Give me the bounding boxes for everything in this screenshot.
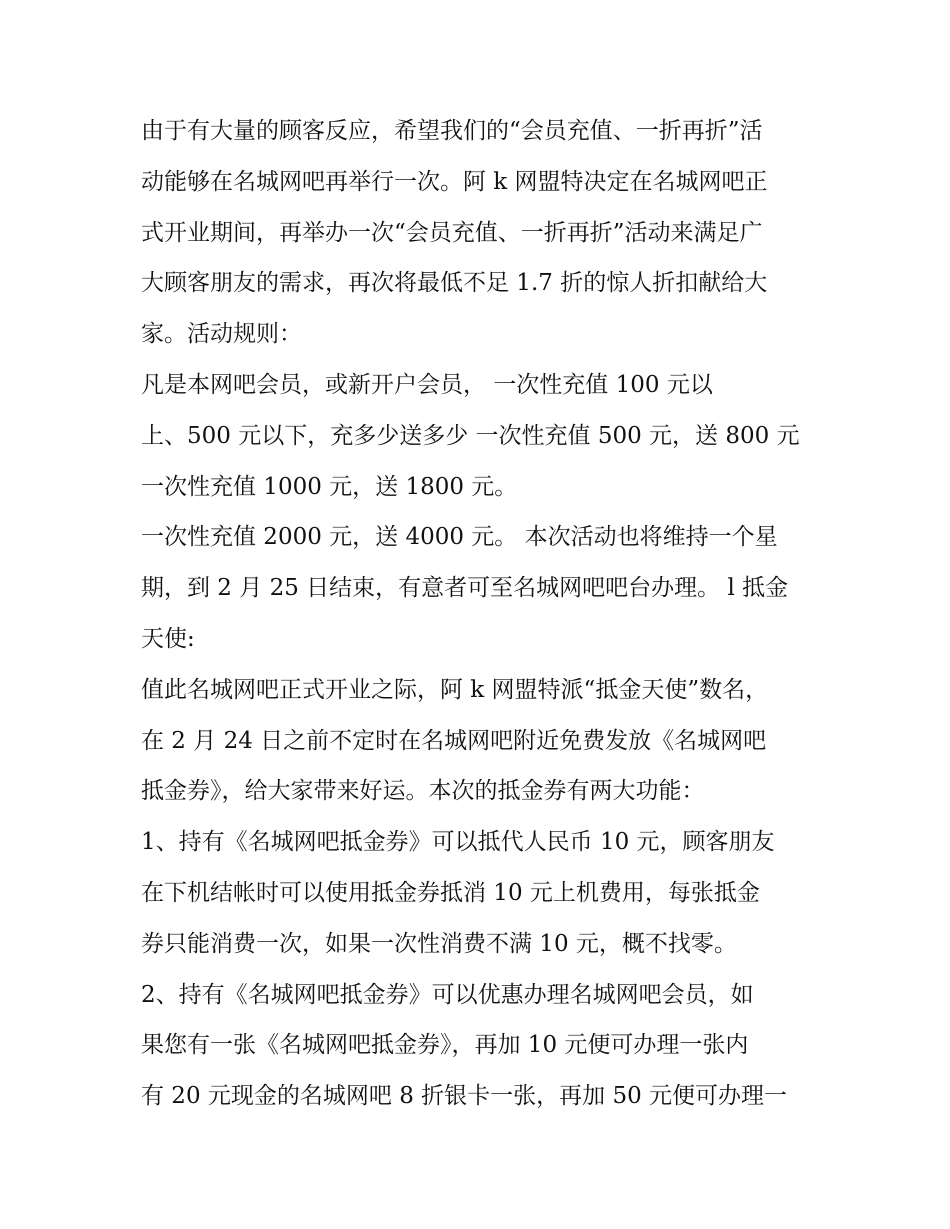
text-line: 期，到 2 月 25 日结束，有意者可至名城网吧吧台办理。 l 抵金 — [141, 575, 789, 602]
text-line: 果您有一张《名城网吧抵金券》，再加 10 元便可办理一张内 — [141, 1032, 749, 1059]
text-line: 凡是本网吧会员，或新开户会员， 一次性充值 100 元以 — [141, 371, 713, 398]
document-body — [141, 106, 831, 1122]
text-line: 上、500 元以下，充多少送多少 一次性充值 500 元，送 800 元 — [141, 422, 800, 449]
text-line: 1、持有《名城网吧抵金券》可以抵代人民币 10 元，顾客朋友 — [141, 829, 775, 856]
text-line: 值此名城网吧正式开业之际，阿 k 网盟特派“抵金天使”数名， — [141, 676, 769, 703]
text-line: 大顾客朋友的需求，再次将最低不足 1.7 折的惊人折扣献给大 — [141, 270, 768, 297]
text-line: 抵金券》，给大家带来好运。本次的抵金券有两大功能： — [141, 778, 705, 805]
text-line: 在下机结帐时可以使用抵金券抵消 10 元上机费用，每张抵金 — [141, 879, 760, 906]
text-line: 式开业期间，再举办一次“会员充值、一折再折”活动来满足广 — [141, 219, 763, 246]
text-line: 家。活动规则： — [141, 321, 302, 348]
text-line: 一次性充值 2000 元，送 4000 元。 本次活动也将维持一个星 — [141, 524, 778, 551]
text-line: 动能够在名城网吧再举行一次。阿 k 网盟特决定在名城网吧正 — [141, 168, 768, 195]
text-line: 一次性充值 1000 元，送 1800 元。 — [141, 473, 518, 500]
text-line: 在 2 月 24 日之前不定时在名城网吧附近免费发放《名城网吧 — [141, 727, 767, 754]
text-line: 天使: — [141, 625, 195, 652]
text-line: 券只能消费一次，如果一次性消费不满 10 元，概不找零。 — [141, 930, 737, 957]
text-line: 2、持有《名城网吧抵金券》可以优惠办理名城网吧会员，如 — [141, 981, 754, 1008]
text-line: 有 20 元现金的名城网吧 8 折银卡一张，再加 50 元便可办理一 — [141, 1083, 788, 1110]
text-line: 由于有大量的顾客反应，希望我们的“会员充值、一折再折”活 — [141, 118, 763, 144]
